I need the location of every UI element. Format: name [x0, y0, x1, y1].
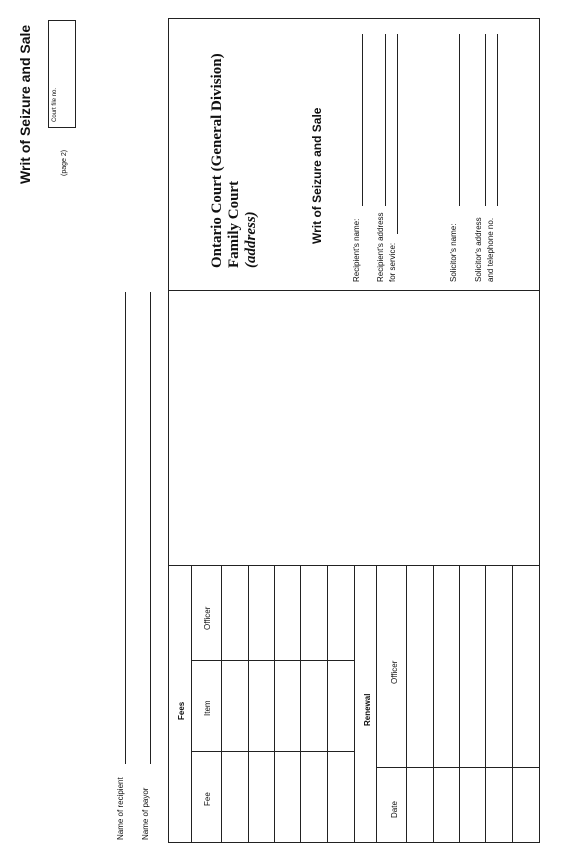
renewal-table-title: Renewal [363, 693, 372, 726]
fees-col-divider-1 [191, 660, 354, 661]
court-file-label: Court file no. [52, 87, 58, 122]
fees-col-item: Item [203, 700, 212, 716]
name-of-payor-label: Name of payor [141, 787, 150, 840]
fees-row-line-1 [221, 565, 222, 843]
solicitor-address-label-2: and telephone no. [486, 217, 495, 282]
fees-table-bottom [354, 565, 355, 843]
name-of-recipient-label: Name of recipient [116, 777, 125, 840]
fees-row-line-2 [248, 565, 249, 843]
renewal-col-divider [376, 767, 540, 768]
name-of-recipient-line[interactable] [125, 292, 126, 764]
renewal-row-line-5 [512, 565, 513, 843]
fees-col-officer: Officer [203, 606, 212, 630]
fees-col-fee: Fee [203, 792, 212, 806]
recipient-address-line-2[interactable] [397, 34, 398, 234]
solicitor-address-label-1: Solicitor's address [474, 217, 483, 282]
solicitor-address-line-1[interactable] [485, 34, 486, 206]
renewal-col-officer: Officer [390, 660, 399, 684]
recipient-name-label: Recipient's name: [352, 218, 361, 282]
name-of-payor-line[interactable] [150, 292, 151, 764]
recipient-address-line-1[interactable] [385, 34, 386, 206]
fees-col-divider-2 [191, 751, 354, 752]
cover-divider [168, 290, 540, 291]
fees-row-line-3 [274, 565, 275, 843]
recipient-name-line[interactable] [362, 34, 363, 206]
recipient-address-label-1: Recipient's address [376, 212, 385, 282]
cover-form-title: Writ of Seizure and Sale [310, 107, 324, 244]
renewal-row-line-1 [406, 565, 407, 843]
renewal-col-date: Date [390, 801, 399, 818]
page-number-label: (page 2) [61, 149, 68, 176]
renewal-row-line-2 [433, 565, 434, 843]
court-address: (address) [243, 211, 259, 268]
fees-row-line-5 [327, 565, 328, 843]
renewal-row-line-3 [459, 565, 460, 843]
renewal-row-line-4 [485, 565, 486, 843]
page-title: Writ of Seizure and Sale [17, 24, 33, 184]
fees-table-left-border [191, 565, 192, 843]
fees-table-title: Fees [177, 701, 186, 720]
solicitor-name-label: Solicitor's name: [449, 223, 458, 282]
court-name: Ontario Court (General Division) [209, 53, 225, 268]
solicitor-name-line[interactable] [459, 34, 460, 206]
fees-row-line-4 [300, 565, 301, 843]
solicitor-address-line-2[interactable] [497, 34, 498, 206]
court-branch: Family Court [226, 180, 242, 268]
renewal-header-line [376, 565, 377, 843]
recipient-address-label-2: for service: [388, 242, 397, 282]
